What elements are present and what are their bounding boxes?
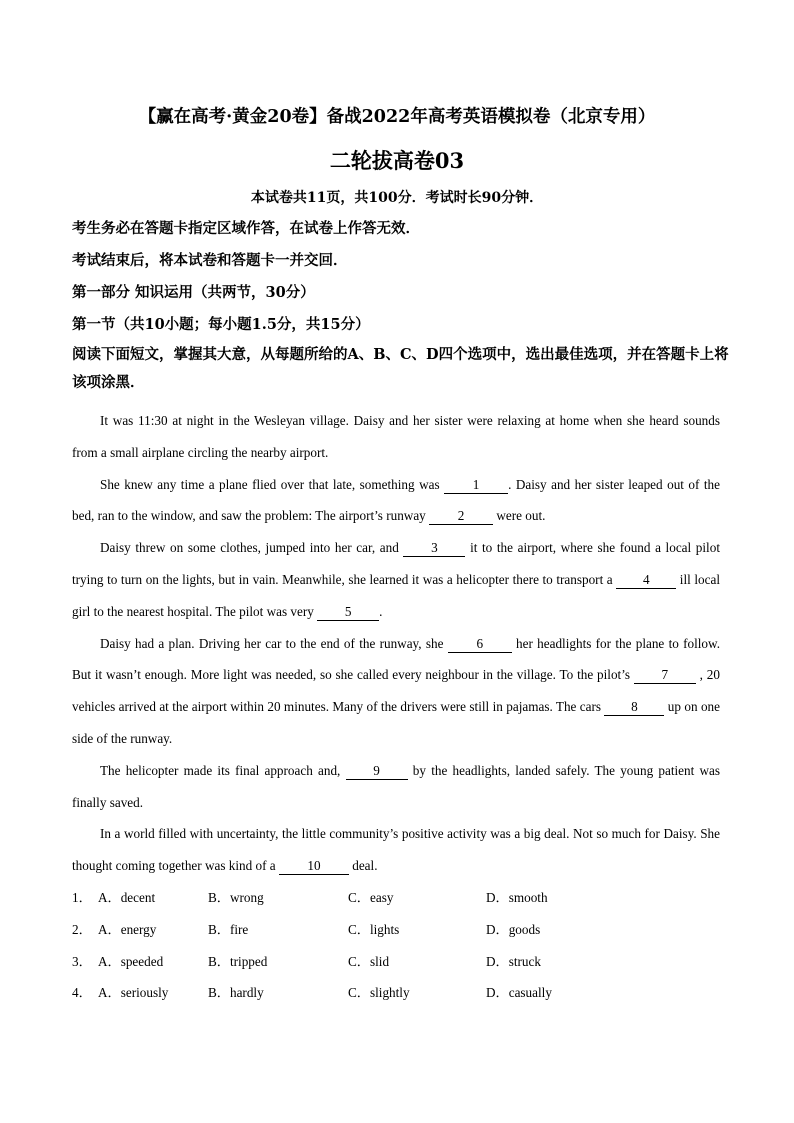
exam-info: 本试卷共11页，共100分．考试时长90分钟． — [250, 190, 544, 206]
option-c: C．slid — [348, 953, 390, 969]
options-list — [72, 880, 732, 1007]
question-number: 1． — [72, 890, 92, 905]
paragraph-text: . Daisy and her sister leaped out of the bed, ran to the window, and saw the problem: The airport’s runway — [72, 476, 720, 524]
paragraph-text: up on one side of the runway. — [72, 699, 721, 746]
paragraph-text: it to the airport, where she found a local pilot trying to turn on the lights, but in vain. Meanwhile, she learned it was a helicopter there to transport a — [72, 540, 720, 587]
paragraph-text: She knew any time a plane flied over that late, something was — [100, 476, 445, 492]
instruction-line-2: 考试结束后，将本试卷和答题卡一并交回． — [72, 252, 348, 269]
instruction-line-1: 考生务必在答题卡指定区域作答，在试卷上作答无效． — [72, 220, 420, 237]
option-d: D．goods — [486, 921, 541, 937]
blank-6: 6 — [448, 636, 512, 653]
blank-3: 3 — [403, 540, 465, 557]
option-c: C．lights — [348, 921, 400, 937]
blank-2: 2 — [429, 508, 493, 525]
blank-1: 1 — [444, 477, 508, 494]
blank-8: 8 — [604, 699, 664, 716]
option-b: B．wrong — [208, 890, 264, 905]
part-heading: 第一部分 知识运用（共两节，30分） — [72, 284, 315, 301]
option-row-2 — [72, 912, 732, 944]
question-number: 2． — [72, 921, 92, 937]
paragraph-text: deal. — [348, 858, 378, 874]
exam-title: 【赢在高考·黄金20卷】备战2022年高考英语模拟卷（北京专用） — [138, 107, 656, 127]
option-row-1 — [72, 880, 732, 912]
paragraph-text: In a world filled with uncertainty, the little community’s positive activity was a big deal. Not so much for Daisy. She thought coming together was kind of a — [72, 826, 720, 874]
option-b: B．fire — [208, 921, 249, 937]
paragraph-1 — [72, 405, 720, 469]
paragraph-6 — [72, 818, 720, 882]
option-b: B．hardly — [208, 985, 264, 1001]
paragraph-text: The helicopter made its final approach and, — [100, 762, 346, 778]
cloze-passage — [72, 405, 720, 882]
paragraph-text: her headlights for the plane to follow. But it wasn’t enough. More light was needed, so she called every neighbour in the village. To the pilot’s — [72, 635, 720, 683]
directions: 阅读下面短文，掌握其大意，从每题所给的A、B、C、D四个选项中，选出最佳选项，并在答题卡上将该项涂黑． — [72, 346, 729, 391]
option-a: A．speeded — [98, 953, 164, 969]
paragraph-2 — [72, 469, 720, 533]
paragraph-text: were out. — [493, 508, 546, 524]
paragraph-text: , 20 vehicles arrived at the airport within 20 minutes. Many of the drivers were still in pajamas. The cars — [72, 667, 720, 715]
option-d: D．struck — [486, 953, 541, 969]
option-d: D．casually — [486, 985, 552, 1001]
question-number: 4． — [72, 985, 92, 1001]
blank-5: 5 — [317, 604, 379, 621]
option-c: C．easy — [348, 890, 394, 905]
paragraph-text: ill local girl to the nearest hospital. The pilot was very — [72, 571, 720, 619]
blank-4: 4 — [616, 572, 676, 589]
option-c: C．slightly — [348, 985, 410, 1001]
paragraph-3 — [72, 532, 720, 627]
option-row-3 — [72, 944, 732, 976]
paragraph-text: Daisy threw on some clothes, jumped into her car, and — [100, 540, 404, 556]
exam-subtitle: 二轮拔高卷03 — [329, 148, 465, 173]
paragraph-text: by the headlights, landed safely. The young patient was finally saved. — [72, 762, 721, 810]
option-d: D．smooth — [486, 890, 548, 905]
paragraph-4 — [72, 628, 720, 755]
option-a: A．seriously — [98, 985, 169, 1001]
blank-7: 7 — [634, 667, 696, 684]
option-row-4 — [72, 975, 732, 1007]
paragraph-text: Daisy had a plan. Driving her car to the end of the runway, she — [100, 635, 448, 651]
paragraph-text: It was 11:30 at night in the Wesleyan village. Daisy and her sister were relaxing at home when she heard sounds from a small airplane circling the nearby airport. — [72, 413, 720, 460]
blank-10: 10 — [279, 858, 349, 875]
blank-9: 9 — [346, 763, 408, 780]
option-a: A．decent — [98, 890, 156, 905]
section-heading: 第一节（共10小题；每小题1.5分，共15分） — [72, 316, 370, 333]
option-b: B．tripped — [208, 953, 268, 969]
question-number: 3． — [72, 953, 92, 969]
option-a: A．energy — [98, 921, 157, 937]
paragraph-text: . — [379, 603, 383, 619]
paragraph-5 — [72, 755, 720, 819]
